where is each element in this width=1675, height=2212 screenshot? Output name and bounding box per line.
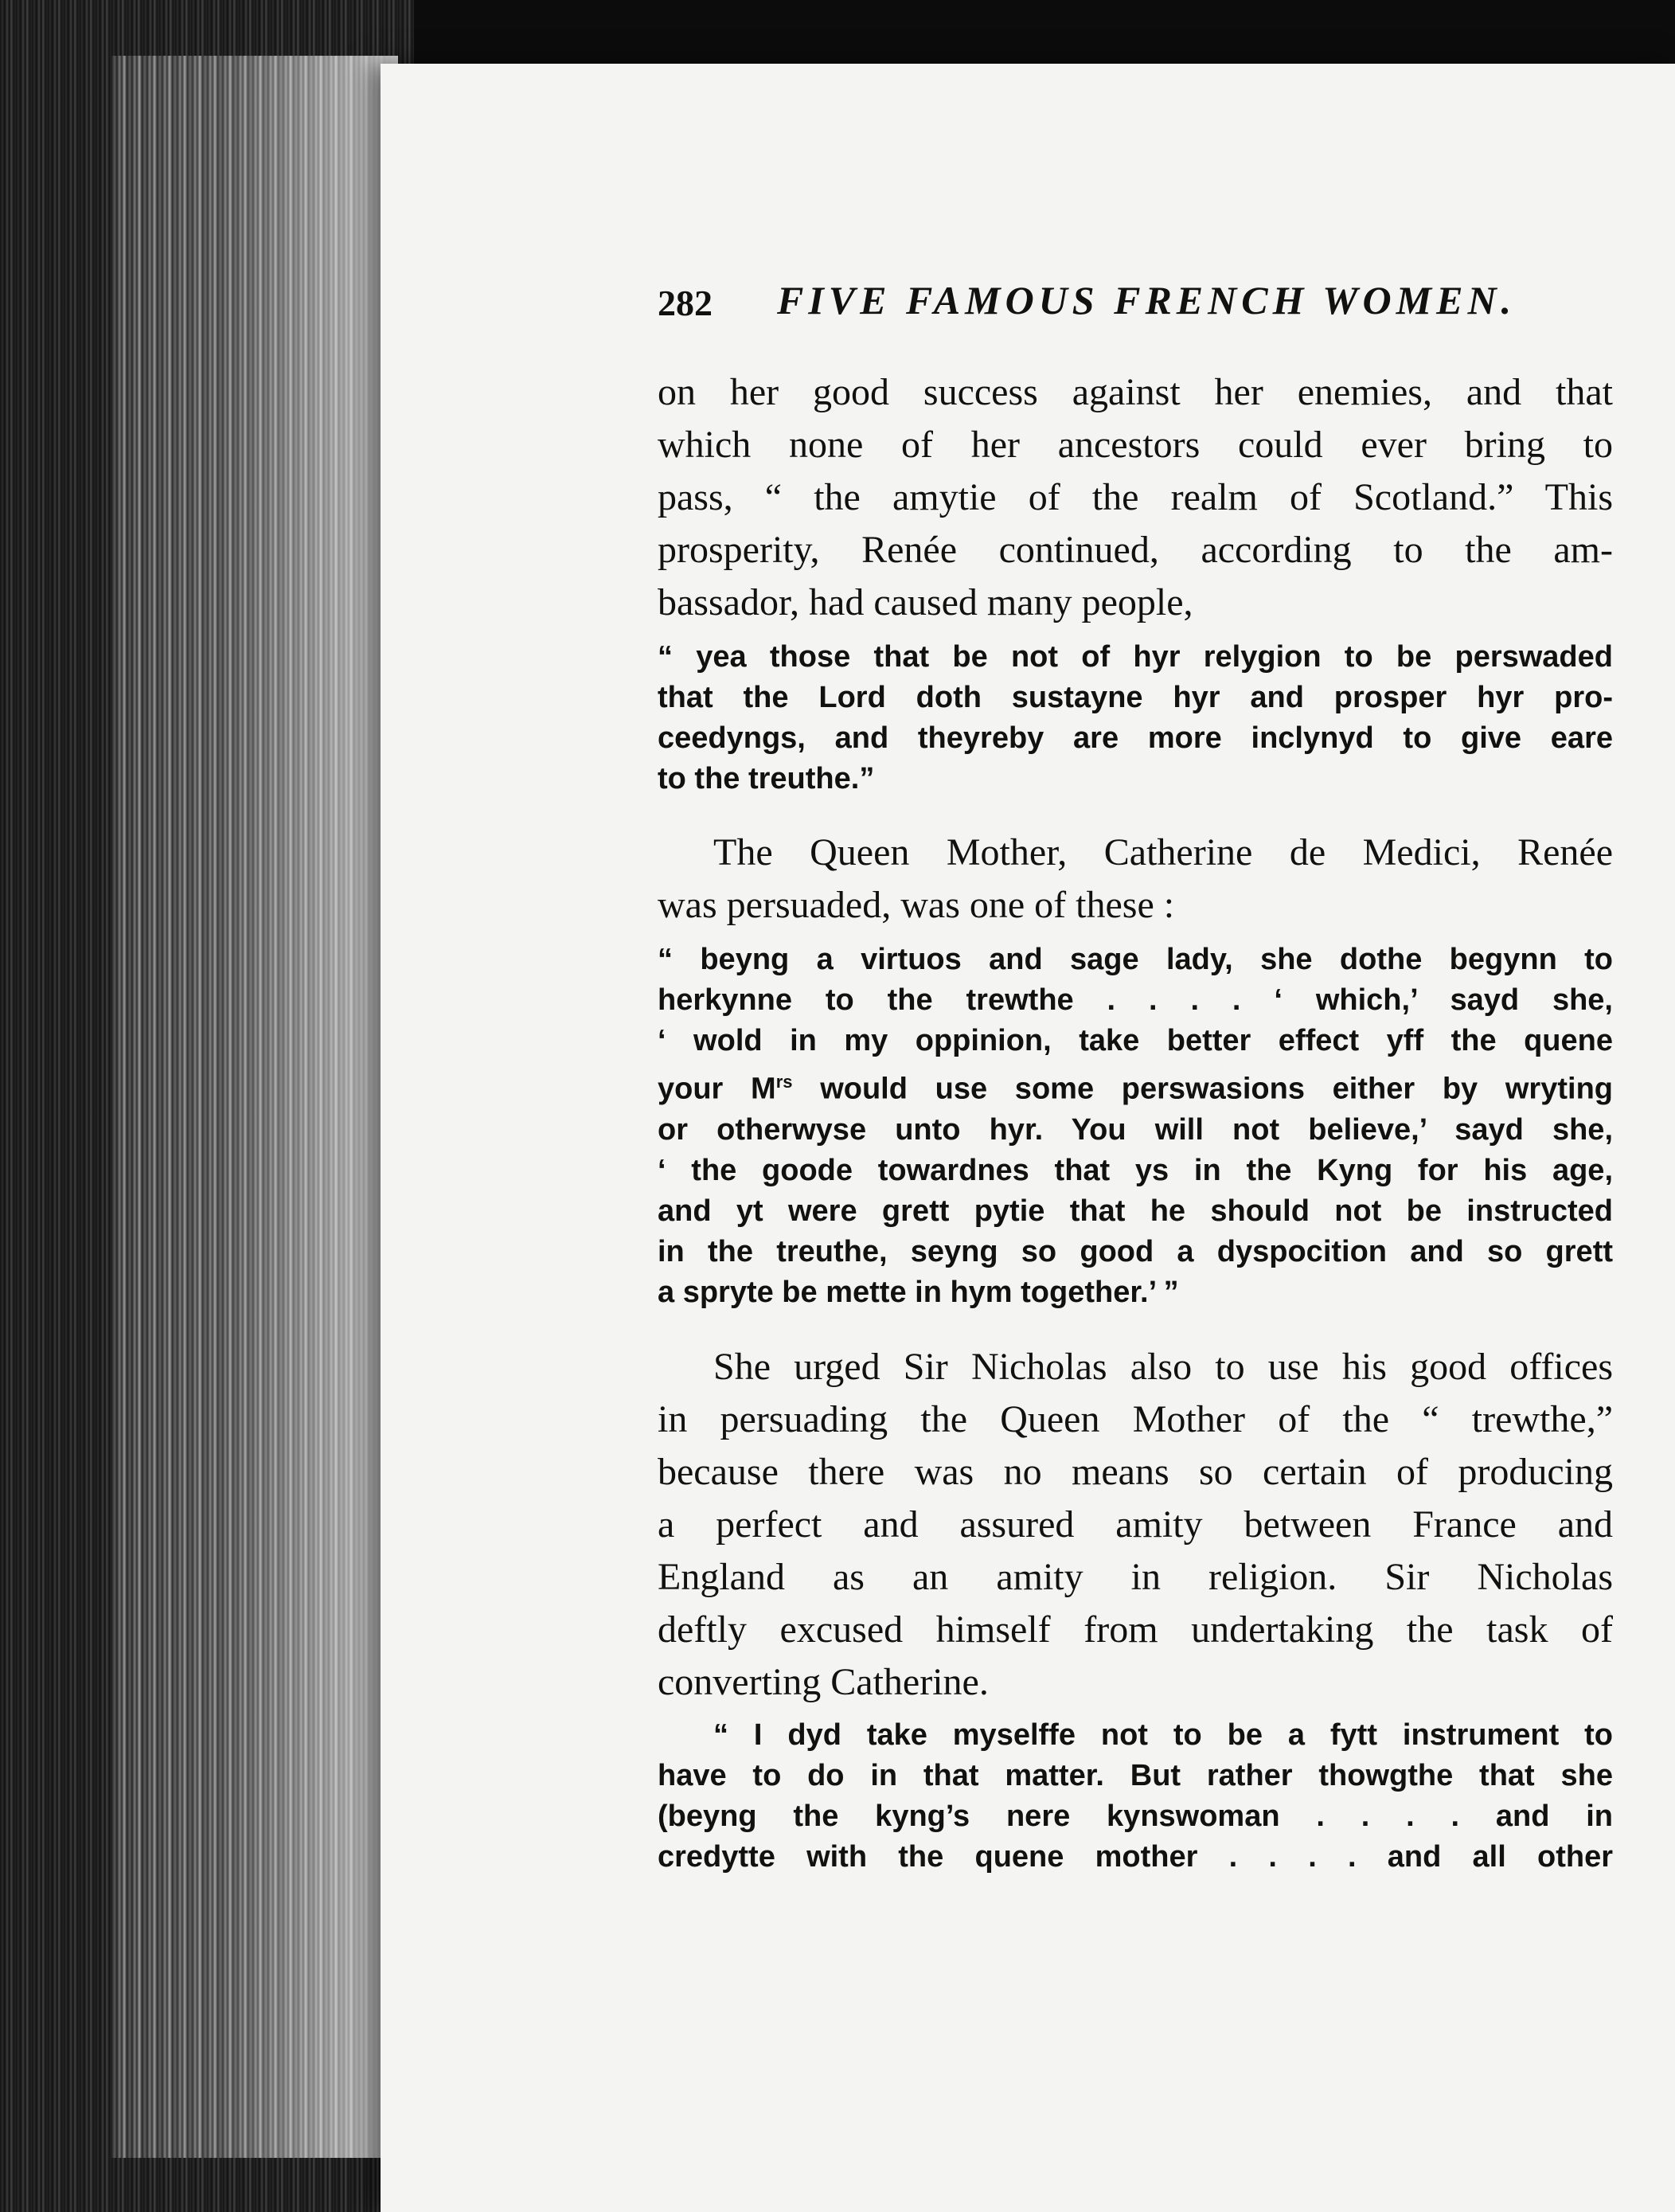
quote-line: “ yea those that be not of hyr relygion to be perswaded xyxy=(658,640,1613,674)
quote-line: “ I dyd take myselffe not to be a fytt instrument to xyxy=(713,1718,1613,1752)
text-line: deftly excused himself from undertaking the task of xyxy=(658,1608,1613,1651)
text-line: was persuaded, was one of these : xyxy=(658,884,1175,926)
quote-line: (beyng the kyng’s nere kynswoman . . . . and in xyxy=(658,1800,1613,1833)
text-line: which none of her ancestors could ever bring to xyxy=(658,424,1613,466)
quote-line: have to do in that matter. But rather thowgthe that she xyxy=(658,1759,1613,1792)
block-quote-3 xyxy=(658,1715,1613,1878)
text-line: on her good success against her enemies, and that xyxy=(658,371,1613,413)
block-quote-1 xyxy=(658,637,1613,799)
text-line: The Queen Mother, Catherine de Medici, Renée xyxy=(713,831,1613,873)
quote-line xyxy=(658,1061,1613,1110)
quote-line: that the Lord doth sustayne hyr and prosper hyr pro- xyxy=(658,681,1613,714)
page-header xyxy=(658,277,1613,325)
text-line: in persuading the Queen Mother of the “ trewthe,” xyxy=(658,1398,1613,1440)
quote-line: herkynne to the trewthe . . . . ‘ which,’ sayd she, xyxy=(658,983,1613,1017)
quote-line: a spryte be mette in hym together.’ ” xyxy=(658,1275,1179,1309)
paragraph-3 xyxy=(658,1341,1613,1709)
text-line: converting Catherine. xyxy=(658,1661,989,1703)
paragraph-1 xyxy=(658,366,1613,629)
text-line: prosperity, Renée continued, according to the am- xyxy=(658,529,1613,571)
quote-line-start: your M xyxy=(658,1072,776,1106)
quote-line: in the treuthe, seyng so good a dyspocition and so grett xyxy=(658,1234,1613,1268)
text-line: a perfect and assured amity between France and xyxy=(658,1503,1613,1546)
quote-line: ceedyngs, and theyreby are more inclynyd to give eare xyxy=(658,721,1613,755)
text-line: because there was no means so certain of producing xyxy=(658,1451,1613,1493)
quote-line: and yt were grett pytie that he should not be instructed xyxy=(658,1194,1613,1228)
running-title: FIVE FAMOUS FRENCH WOMEN. xyxy=(777,278,1517,322)
quote-line: to the treuthe.” xyxy=(658,762,875,795)
page-edge-stack xyxy=(111,56,398,2158)
paragraph-2 xyxy=(658,827,1613,932)
superscript-mrs: rs xyxy=(775,1072,793,1092)
text-line: bassador, had caused many people, xyxy=(658,581,1193,623)
text-line: She urged Sir Nicholas also to use his good offices xyxy=(713,1346,1613,1388)
text-line: pass, “ the amytie of the realm of Scotland.” This xyxy=(658,476,1613,518)
block-quote-2 xyxy=(658,940,1613,1313)
quote-line: ‘ wold in my oppinion, take better effect yff the quene xyxy=(658,1024,1613,1057)
text-line: England as an amity in religion. Sir Nicholas xyxy=(658,1556,1613,1598)
page-number: 282 xyxy=(658,283,713,323)
quote-line: credytte with the quene mother . . . . and all other xyxy=(658,1840,1613,1874)
quote-line: “ beyng a virtuos and sage lady, she dothe begynn to xyxy=(658,943,1613,976)
quote-line-rest: would use some perswasions either by wryting xyxy=(792,1072,1613,1106)
quote-line: or otherwyse unto hyr. You will not believe,’ sayd she, xyxy=(658,1112,1613,1147)
quote-line: ‘ the goode towardnes that ys in the Kyng for his age, xyxy=(658,1153,1613,1187)
